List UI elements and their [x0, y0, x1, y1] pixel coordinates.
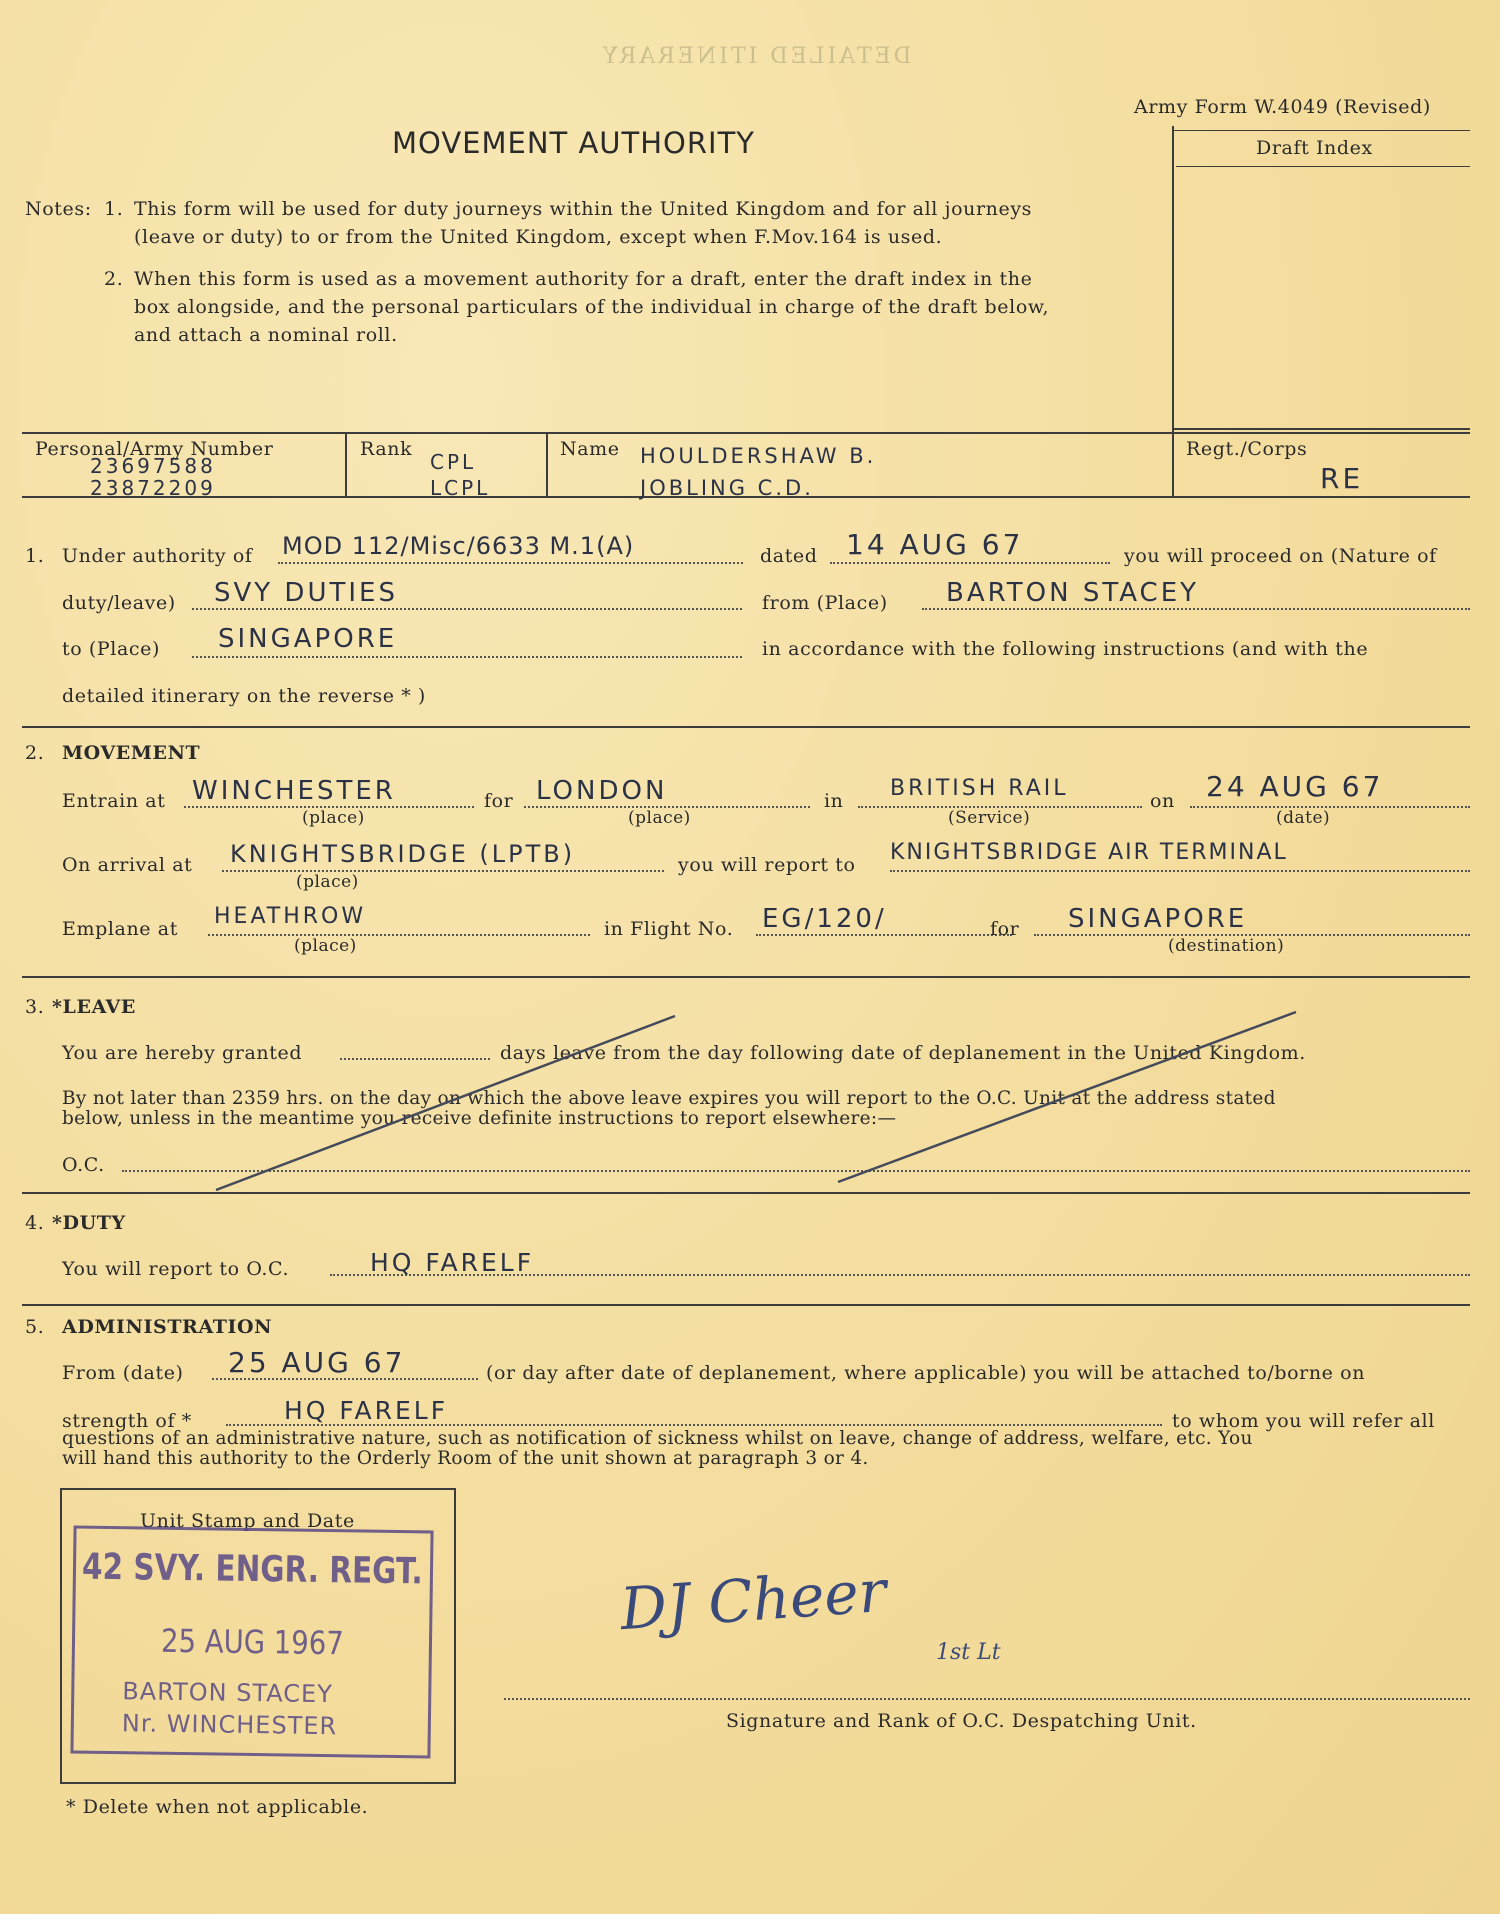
granted-label: You are hereby granted	[62, 1042, 303, 1064]
section4-number: 4.	[25, 1212, 45, 1234]
for-caption: (place)	[628, 808, 691, 828]
dest-value: SINGAPORE	[1068, 904, 1248, 934]
section2-number: 2.	[25, 742, 45, 764]
report-value: KNIGHTSBRIDGE AIR TERMINAL	[890, 840, 1288, 865]
notes-label: Notes:	[25, 198, 92, 220]
note2-line1: When this form is used as a movement authority for a draft, enter the draft index in the	[134, 268, 1033, 290]
admin-from-label: From (date)	[62, 1362, 184, 1384]
on-label: on	[1150, 790, 1175, 812]
duty-value: SVY DUTIES	[214, 578, 398, 608]
emplane-label: Emplane at	[62, 918, 178, 940]
corps-label: Regt./Corps	[1186, 438, 1308, 460]
leave-line2b: below, unless in the meantime you receive definite instructions to report elsewhere:—	[62, 1108, 897, 1129]
section2-heading: MOVEMENT	[62, 742, 201, 764]
army-number-label: Personal/Army Number	[35, 438, 274, 460]
stamp-place2: Nr. WINCHESTER	[121, 1709, 338, 1741]
name-1: HOULDERSHAW B.	[640, 444, 877, 468]
draft-index-label: Draft Index	[1256, 137, 1373, 159]
from-label: from (Place)	[762, 592, 888, 614]
rank-2: LCPL	[430, 476, 491, 500]
footnote: * Delete when not applicable.	[66, 1796, 369, 1818]
flight-value: EG/120/	[762, 904, 887, 934]
authority-value: MOD 112/Misc/6633 M.1(A)	[282, 532, 635, 560]
form-number: Army Form W.4049 (Revised)	[1134, 96, 1431, 118]
strike-line-2	[838, 1012, 1296, 1182]
strength-value: HQ FARELF	[284, 1396, 449, 1425]
note2-line2: box alongside, and the personal particulars of the individual in charge of the draft below,	[134, 296, 1050, 318]
stamp-box-label: Unit Stamp and Date	[140, 1510, 355, 1532]
arrival-value: KNIGHTSBRIDGE (LPTB)	[230, 840, 576, 868]
strength-label: strength of *	[62, 1410, 192, 1432]
section4-divider	[22, 1304, 1470, 1306]
duty-label: duty/leave)	[62, 592, 176, 614]
note2-number: 2.	[104, 268, 124, 290]
rank-label: Rank	[360, 438, 413, 460]
report-label: you will report to	[678, 854, 856, 876]
leave-line2a: By not later than 2359 hrs. on the day on which the above leave expires you will report to the O.C. Unit at the address stated	[62, 1088, 1276, 1109]
name-label: Name	[560, 438, 620, 460]
authority-label: Under authority of	[62, 545, 253, 567]
emplane-value: HEATHROW	[214, 904, 367, 929]
arrival-caption: (place)	[296, 872, 359, 892]
service-caption: (Service)	[948, 808, 1031, 828]
name-2: JOBLING C.D.	[640, 476, 814, 500]
proceed-label: you will proceed on (Nature of	[1124, 545, 1437, 567]
section3-divider	[22, 1192, 1470, 1194]
stamp-place1: BARTON STACEY	[122, 1677, 334, 1709]
from-value: BARTON STACEY	[946, 578, 1200, 608]
date-caption: (date)	[1276, 808, 1331, 828]
dated-value: 14 AUG 67	[846, 528, 1024, 561]
refer-label: to whom you will refer all	[1172, 1410, 1435, 1432]
admin-line4: will hand this authority to the Orderly Room of the unit shown at paragraph 3 or 4.	[62, 1448, 869, 1469]
to-label: to (Place)	[62, 638, 161, 660]
in-value: BRITISH RAIL	[890, 776, 1069, 801]
flight-label: in Flight No.	[604, 918, 734, 940]
section5-heading: ADMINISTRATION	[62, 1316, 273, 1338]
section3-number: 3.	[25, 996, 45, 1018]
signature: DJ Cheer	[617, 1556, 889, 1644]
page-title: MOVEMENT AUTHORITY	[392, 126, 756, 160]
signature-rank: 1st Lt	[936, 1640, 1001, 1665]
note2-line3: and attach a nominal roll.	[134, 324, 398, 346]
note1-line2: (leave or duty) to or from the United Kingdom, except when F.Mov.164 is used.	[134, 226, 943, 248]
stamp-unit: 42 SVY. ENGR. REGT.	[81, 1546, 424, 1593]
army-number-2: 23872209	[90, 476, 216, 500]
destination-caption: (destination)	[1168, 936, 1285, 956]
duty-report-value: HQ FARELF	[370, 1248, 535, 1277]
in-label: in	[824, 790, 844, 812]
emplane-caption: (place)	[294, 936, 357, 956]
dest-for-label: for	[990, 918, 1020, 940]
section1-number: 1.	[25, 545, 45, 567]
to-value: SINGAPORE	[218, 624, 398, 654]
itinerary-label: detailed itinerary on the reverse * )	[62, 685, 426, 707]
arrival-label: On arrival at	[62, 854, 193, 876]
section4-heading: *DUTY	[52, 1212, 126, 1234]
dated-label: dated	[760, 545, 818, 567]
accordance-label: in accordance with the following instructions (and with the	[762, 638, 1369, 660]
admin-from-value: 25 AUG 67	[228, 1346, 406, 1379]
entrain-caption: (place)	[302, 808, 365, 828]
for-value: LONDON	[536, 776, 668, 806]
on-value: 24 AUG 67	[1206, 770, 1384, 803]
entrain-value: WINCHESTER	[192, 776, 396, 806]
ghost-header: DETAILED ITINERARY	[600, 44, 912, 69]
strike-line-1	[216, 1016, 675, 1190]
stamp-date: 25 AUG 1967	[160, 1621, 345, 1663]
section5-number: 5.	[25, 1316, 45, 1338]
entrain-label: Entrain at	[62, 790, 166, 812]
admin-line3: questions of an administrative nature, such as notification of sickness whilst on leave, change of address, welfare, etc. You	[62, 1428, 1253, 1449]
corps-value: RE	[1320, 462, 1364, 495]
for-label: for	[484, 790, 514, 812]
signature-caption: Signature and Rank of O.C. Despatching Unit.	[726, 1710, 1197, 1732]
rank-1: CPL	[430, 450, 477, 474]
note1-line1: This form will be used for duty journeys within the United Kingdom and for all journeys	[134, 198, 1033, 220]
section3-heading: *LEAVE	[52, 996, 136, 1018]
duty-report-label: You will report to O.C.	[62, 1258, 290, 1280]
admin-after-label: (or day after date of deplanement, where applicable) you will be attached to/borne on	[486, 1362, 1366, 1384]
days-label: days leave from the day following date of deplanement in the United Kingdom.	[500, 1042, 1306, 1064]
note1-number: 1.	[104, 198, 124, 220]
oc-label: O.C.	[62, 1154, 105, 1176]
army-number-1: 23697588	[90, 454, 216, 478]
unit-stamp	[70, 1525, 433, 1758]
signature-dots	[504, 1698, 1470, 1700]
